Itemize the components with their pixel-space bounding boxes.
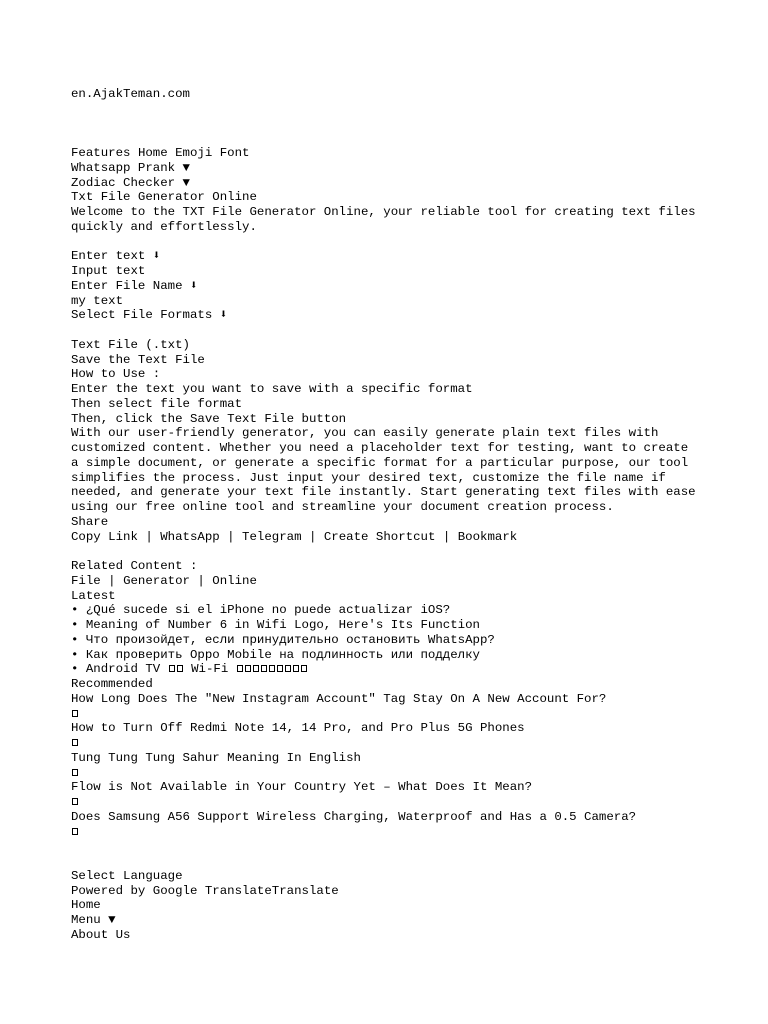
spacer xyxy=(71,544,711,559)
google-translate-link[interactable]: Google Translate xyxy=(152,883,272,898)
related-tags: File | Generator | Online xyxy=(71,573,257,588)
footer-home-link[interactable]: Home xyxy=(71,898,101,913)
how-to-step: Then select file format xyxy=(71,396,243,411)
missing-glyph-icon xyxy=(261,665,267,672)
broken-image-row xyxy=(71,766,711,781)
latest-item-text: • Android TV xyxy=(71,662,161,677)
language-select[interactable]: Select Language xyxy=(71,868,183,883)
broken-image-row xyxy=(71,825,711,840)
footer-about-link[interactable]: About Us xyxy=(71,927,131,942)
tag-link-file[interactable]: File xyxy=(71,573,101,588)
footer-menu-dropdown[interactable]: Menu ▼ xyxy=(71,913,116,927)
latest-item[interactable] xyxy=(71,662,711,677)
spacer xyxy=(71,102,711,146)
broken-image-row xyxy=(71,795,711,810)
recommended-item[interactable]: Flow is Not Available in Your Country Yet – What Does It Mean? xyxy=(71,780,533,795)
copy-link-button[interactable]: Copy Link xyxy=(71,529,138,544)
recommended-heading: Recommended xyxy=(71,677,153,691)
spacer xyxy=(71,854,711,869)
broken-image-icon xyxy=(72,739,78,746)
create-shortcut-link[interactable]: Create Shortcut xyxy=(323,529,436,544)
text-input[interactable]: Input text xyxy=(71,264,146,278)
tag-link-generator[interactable]: Generator xyxy=(123,573,190,588)
how-to-heading: How to Use : xyxy=(71,367,161,382)
recommended-item[interactable]: Does Samsung A56 Support Wireless Charging, Waterproof and Has a 0.5 Camera? xyxy=(71,809,637,824)
tag-link-online[interactable]: Online xyxy=(212,573,257,588)
broken-image-row xyxy=(71,707,711,722)
save-text-file-button[interactable]: Save the Text File xyxy=(71,352,205,367)
file-name-input[interactable]: my text xyxy=(71,293,124,308)
missing-glyph-icon xyxy=(253,665,259,672)
broken-image-icon xyxy=(72,798,78,805)
site-domain-link[interactable]: en.AjakTeman.com xyxy=(71,87,190,101)
spacer xyxy=(71,839,711,854)
latest-item[interactable]: • ¿Qué sucede si el iPhone no puede actualizar iOS? xyxy=(71,603,451,618)
how-to-step: Enter the text you want to save with a specific format xyxy=(71,382,473,396)
missing-glyph-icon xyxy=(269,665,275,672)
nav-zodiac-checker-dropdown[interactable]: Zodiac Checker ▼ xyxy=(71,175,190,190)
missing-glyph-icon xyxy=(245,665,251,672)
latest-item[interactable]: • Что произойдет, если принудительно остановить WhatsApp? xyxy=(71,632,495,647)
bookmark-link[interactable]: Bookmark xyxy=(457,529,518,544)
missing-glyph-icon xyxy=(277,665,283,672)
latest-item-suffix: Wi-Fi xyxy=(191,662,229,677)
broken-image-icon xyxy=(72,710,78,717)
top-nav xyxy=(71,146,711,161)
how-to-step: Then, click the Save Text File button xyxy=(71,411,347,426)
share-heading: Share xyxy=(71,514,109,529)
intro-text: Welcome to the TXT File Generator Online, your reliable tool for creating text files quickly and effortlessly. xyxy=(71,205,696,234)
missing-glyph-icon xyxy=(301,665,307,672)
share-links: Copy Link | WhatsApp | Telegram | Create Shortcut | Bookmark xyxy=(71,529,518,544)
nav-font[interactable]: Font xyxy=(219,146,250,160)
nav-emoji[interactable]: Emoji xyxy=(175,146,213,160)
recommended-item[interactable]: Tung Tung Tung Sahur Meaning In English xyxy=(71,750,361,765)
missing-glyph-icon xyxy=(237,665,243,672)
page-title: Txt File Generator Online xyxy=(71,190,257,205)
broken-image-icon xyxy=(72,769,78,776)
latest-heading: Latest xyxy=(71,588,116,603)
missing-glyph-icon xyxy=(285,665,291,672)
powered-by-label: Powered by xyxy=(71,883,146,898)
related-heading: Related Content : xyxy=(71,559,198,573)
latest-item[interactable]: • Meaning of Number 6 in Wifi Logo, Here's Its Function xyxy=(71,618,480,632)
missing-glyph-icon xyxy=(169,665,175,672)
file-name-label: Enter File Name ⬇ xyxy=(71,278,198,293)
nav-features[interactable]: Features xyxy=(71,146,131,160)
recommended-item[interactable]: How Long Does The "New Instagram Account" Tag Stay On A New Account For? xyxy=(71,691,607,706)
broken-image-row xyxy=(71,736,711,751)
spacer xyxy=(71,235,711,250)
latest-item[interactable]: • Как проверить Oppo Mobile на подлинность или подделку xyxy=(71,647,480,662)
how-to-description: With our user-friendly generator, you can easily generate plain text files with customized content. Whether you need a placeholder text for testing, want to create a simple document, or generate a specific format for a particular purpose, our tool simplifies the process. Just input your desired text, customize the file name if needed, and generate your text file instantly. Start generating text files with ease using our free online tool and streamline your document creation process. xyxy=(71,426,696,514)
spacer xyxy=(71,323,711,338)
missing-glyph-icon xyxy=(293,665,299,672)
powered-by xyxy=(71,884,711,899)
enter-text-label: Enter text ⬇ xyxy=(71,249,161,264)
nav-whatsapp-prank-dropdown[interactable]: Whatsapp Prank ▼ xyxy=(71,160,190,175)
file-format-label: Select File Formats ⬇ xyxy=(71,308,228,323)
broken-image-icon xyxy=(72,828,78,835)
share-whatsapp-link[interactable]: WhatsApp xyxy=(160,529,220,544)
recommended-item[interactable]: How to Turn Off Redmi Note 14, 14 Pro, and Pro Plus 5G Phones xyxy=(71,721,525,736)
share-telegram-link[interactable]: Telegram xyxy=(242,529,302,544)
file-format-select[interactable]: Text File (.txt) xyxy=(71,337,190,352)
missing-glyph-icon xyxy=(177,665,183,672)
nav-home[interactable]: Home xyxy=(137,146,168,160)
translate-link[interactable]: Translate xyxy=(271,883,339,898)
